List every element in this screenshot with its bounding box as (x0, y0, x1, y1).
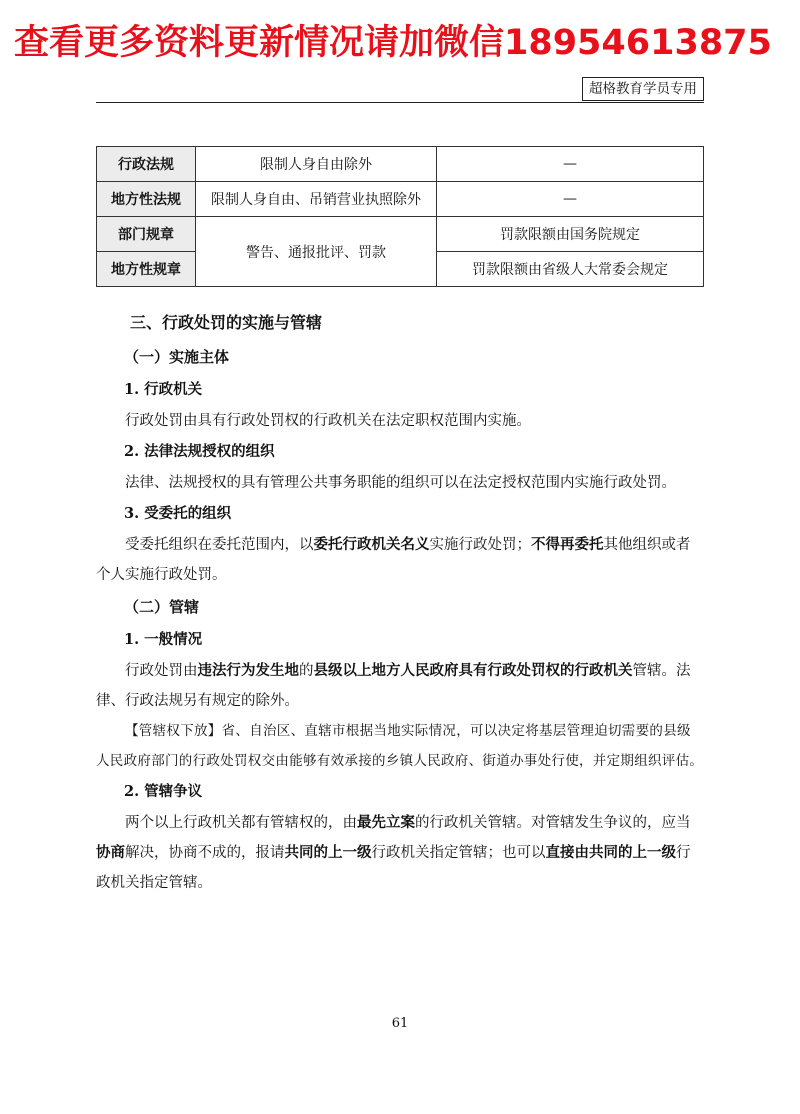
row-scope: 限制人身自由除外 (196, 147, 437, 182)
wechat-banner: 查看更多资料更新情况请加微信18954613875 (14, 23, 772, 63)
item-title: 3. 受委托的组织 (124, 505, 232, 522)
table-row (97, 217, 704, 252)
main-content (96, 306, 704, 898)
item-title: 2. 管辖争议 (124, 783, 203, 800)
table-row (97, 147, 704, 182)
row-head: 部门规章 (97, 217, 196, 252)
member-tag: 超格教育学员专用 (582, 77, 704, 101)
subsection-title: （一）实施主体 (124, 348, 230, 366)
row-limit: 罚款限额由省级人大常委会规定 (437, 252, 704, 287)
note-paragraph: 【管辖权下放】省、自治区、直辖市根据当地实际情况，可以决定将基层管理迫切需要的县级人民政府部门的行政处罚权交由能够有效承接的乡镇人民政府、街道办事处行使，并定期组织评估。 (96, 723, 704, 769)
item-title: 1. 行政机关 (124, 381, 203, 398)
paragraph: 两个以上行政机关都有管辖权的，由最先立案的行政机关管辖。对管辖发生争议的，应当协商解决，协商不成的，报请共同的上一级行政机关指定管辖；也可以直接由共同的上一级行政机关指定管辖。 (96, 814, 691, 891)
penalty-authority-table (96, 146, 704, 287)
table-row (97, 182, 704, 217)
row-scope: 警告、通报批评、罚款 (196, 217, 437, 287)
paragraph: 行政处罚由具有行政处罚权的行政机关在法定职权范围内实施。 (125, 413, 531, 429)
paragraph: 受委托组织在委托范围内，以委托行政机关名义实施行政处罚；不得再委托其他组织或者个人实施行政处罚。 (96, 536, 691, 583)
header-divider (96, 102, 704, 103)
paragraph: 行政处罚由违法行为发生地的县级以上地方人民政府具有行政处罚权的行政机关管辖。法律、行政法规另有规定的除外。 (96, 662, 691, 709)
item-title: 1. 一般情况 (124, 631, 203, 648)
section-title: 三、行政处罚的实施与管辖 (130, 313, 323, 332)
row-limit: — (437, 147, 704, 182)
item-title: 2. 法律法规授权的组织 (124, 443, 275, 460)
subsection-title: （二）管辖 (124, 598, 200, 616)
row-limit: — (437, 182, 704, 217)
row-head: 行政法规 (97, 147, 196, 182)
row-limit: 罚款限额由国务院规定 (437, 217, 704, 252)
page-number: 61 (391, 1016, 409, 1031)
row-head: 地方性规章 (97, 252, 196, 287)
paragraph: 法律、法规授权的具有管理公共事务职能的组织可以在法定授权范围内实施行政处罚。 (125, 475, 676, 491)
row-scope: 限制人身自由、吊销营业执照除外 (196, 182, 437, 217)
row-head: 地方性法规 (97, 182, 196, 217)
